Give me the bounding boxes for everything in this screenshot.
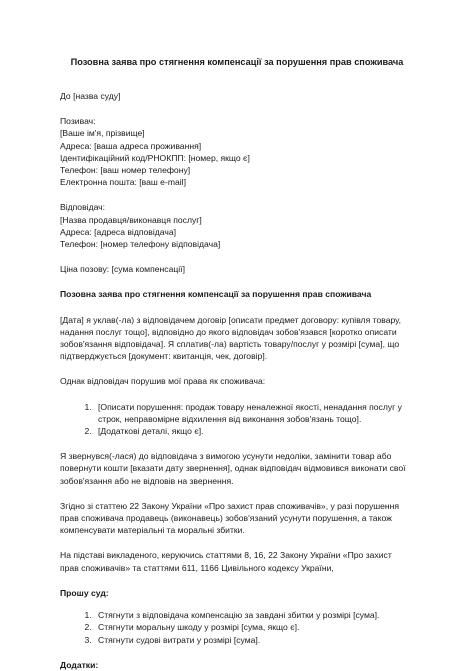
paragraph-line: підтверджується [документ: квитанція, чек, договір]. <box>60 351 268 362</box>
paragraph-line: [Дата] я уклав(-ла) з відповідачем договір [описати предмет договору: купівля товару, <box>60 314 401 325</box>
paragraph-line: Згідно зі статтею 22 Закону України «Про захист прав споживачів», у разі порушення <box>60 500 400 511</box>
defendant-address: Адреса: [адреса відповідача] <box>60 226 177 237</box>
paragraph-appeal <box>60 450 414 487</box>
list-item: 3. Стягнути судові витрати у розмірі [сума]. <box>94 634 414 646</box>
defendant-heading: Відповідач: <box>60 202 106 213</box>
list-item-line: 1. [Описати порушення: продаж товару неналежної якості, ненадання послуг у <box>98 401 402 412</box>
plaintiff-block <box>60 115 414 188</box>
list-item: 2. Стягнути моральну шкоду у розмірі [сума, якщо є]. <box>94 621 414 633</box>
paragraph-contract <box>60 314 414 363</box>
paragraph-violation-intro: Однак відповідач порушив мої права як споживача: <box>60 376 266 387</box>
paragraph-line: компенсувати матеріальні та моральні збитки. <box>60 525 245 536</box>
requests-list <box>60 609 414 646</box>
defendant-phone: Телефон: [номер телефону відповідача] <box>60 239 221 250</box>
paragraph-line: прав споживачів» та статтями 611, 1166 Цивільного кодексу України, <box>60 562 334 573</box>
section-heading: Позовна заява про стягнення компенсації за порушення прав споживача <box>60 289 372 300</box>
violations-list <box>60 401 414 438</box>
plaintiff-id-code: Ідентифікаційний код/РНОКПП: [номер, якщо є] <box>60 152 250 163</box>
paragraph-line: повернути кошти [вказати дату звернення], однак відповідач відмовився виконати свої <box>60 463 406 474</box>
plaintiff-address: Адреса: [ваша адреса проживання] <box>60 140 202 151</box>
court-line: До [назва суду] <box>60 91 121 101</box>
paragraph-legal-basis <box>60 549 414 573</box>
defendant-name: [Назва продавця/виконавця послуг] <box>60 214 202 225</box>
attachments-heading: Додатки: <box>60 659 99 670</box>
plaintiff-phone: Телефон: [ваш номер телефону] <box>60 165 191 176</box>
list-item-line: строк, неправомірне відхилення від виконання зобов'язань тощо]. <box>98 413 362 424</box>
list-item <box>94 401 414 425</box>
document-title: Позовна заява про стягнення компенсації за порушення прав споживача <box>70 57 404 67</box>
claim-price: Ціна позову: [сума компенсації] <box>60 264 185 275</box>
paragraph-line: надання послуг тощо], відповідно до якого відповідач зобов'язався [коротко описати <box>60 326 397 337</box>
plaintiff-heading: Позивач: <box>60 116 96 127</box>
paragraph-line: Я звернувся(-лася) до відповідача з вимогою усунути недоліки, замінити товар або <box>60 451 392 462</box>
list-item: 1. Стягнути з відповідача компенсацію за завдані збитки у розмірі [сума]. <box>94 609 414 621</box>
paragraph-law-reference <box>60 500 414 537</box>
request-heading: Прошу суд: <box>60 587 109 598</box>
paragraph-line: зобов'язання або не відповів на звернення. <box>60 475 234 486</box>
paragraph-line: На підставі викладеного, керуючись статтями 8, 16, 22 Закону України «Про захист <box>60 550 392 561</box>
list-item <box>94 425 414 437</box>
paragraph-line: прав споживача продавець (виконавець) зобов'язаний усунути порушення, а також <box>60 513 392 524</box>
defendant-block <box>60 201 414 250</box>
list-item-line: 2. [Додаткові деталі, якщо є]. <box>98 426 204 437</box>
plaintiff-email: Електронна пошта: [ваш e-mail] <box>60 177 186 188</box>
plaintiff-name: [Ваше ім'я, прізвище] <box>60 128 145 139</box>
paragraph-line: зобов'язання відповідача]. Я сплатив(-ла) вартість товару/послуг у розмірі [сума], що <box>60 339 400 350</box>
